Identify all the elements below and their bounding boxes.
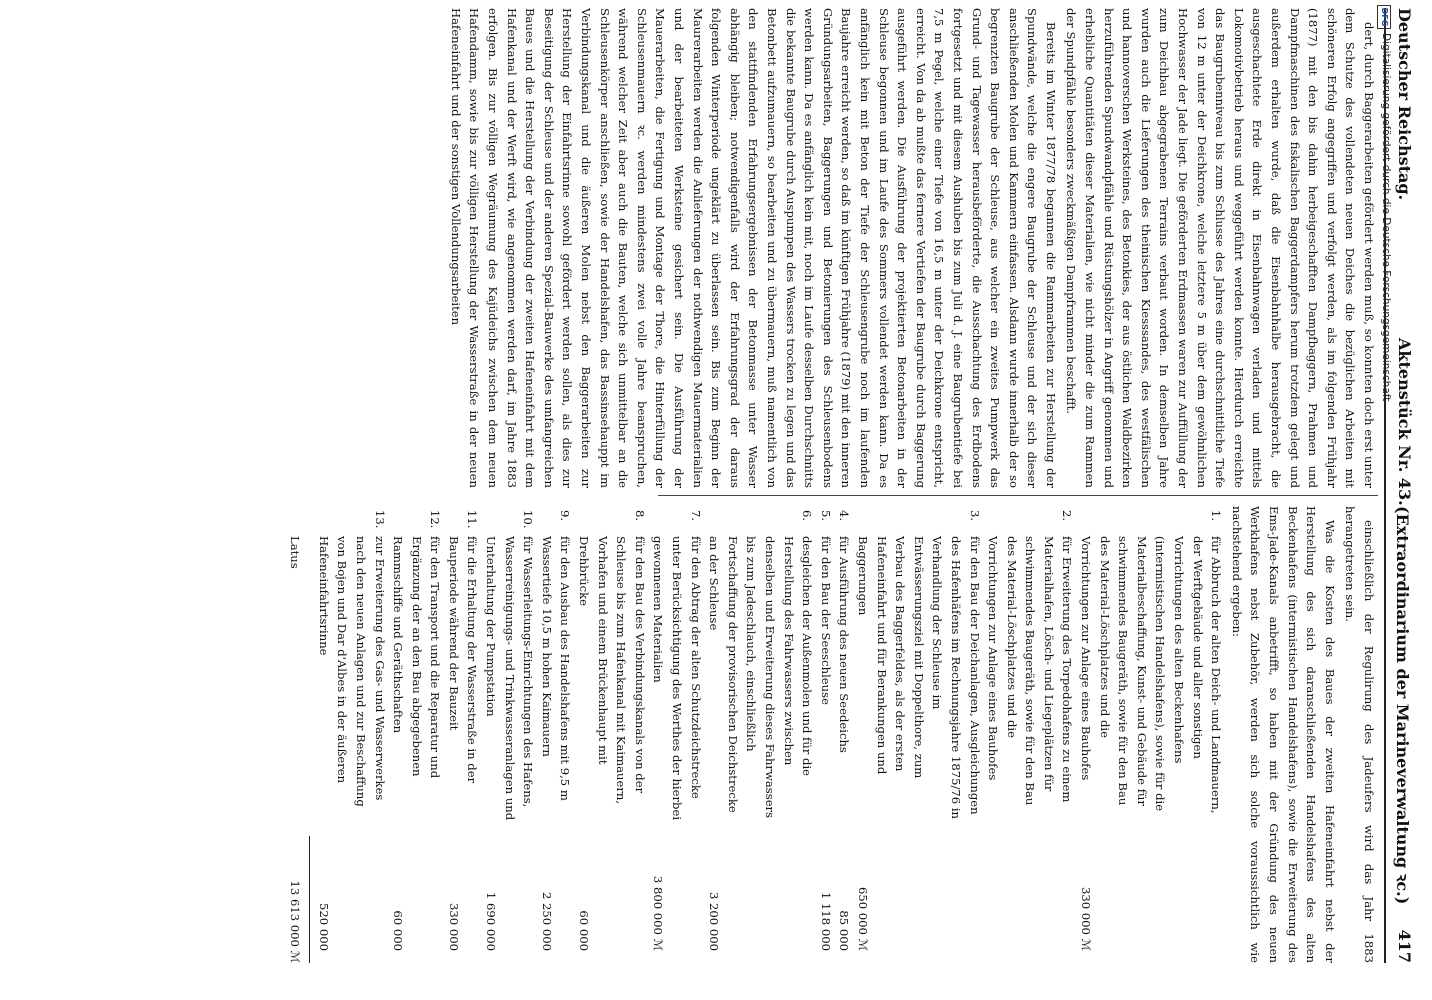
paragraph: einschließlich der Regulirung des Jadeufers wird das Jahr 1883 herangetreten sein. — [1343, 506, 1376, 963]
item-text: für Ausführung des neuen Seedeichs — [837, 536, 852, 753]
cost-item — [314, 506, 388, 963]
item-number: 8. — [632, 510, 647, 522]
cost-item — [984, 506, 1077, 963]
item-number: 13. — [372, 510, 387, 529]
right-column — [278, 506, 1378, 963]
cost-item — [389, 506, 445, 963]
item-amount: 330 000 ℳ — [1079, 886, 1094, 951]
item-amount: 330 000 — [446, 903, 461, 951]
header-left: Deutscher Reichstag. — [1395, 8, 1414, 201]
scanned-page — [120, 8, 1420, 963]
item-text: desgleichen der Außenmolen und für die Herstellung des Fahrwassers zwischen denselben und Erweiterung dieses Fahrwassers bis zum Jadeschlauch, einschließlich Fortschaffung der provisorischen Deichstrecke an der Schleuse — [707, 536, 815, 819]
item-text: für den Bau der Deichanlagen, Ausgleichungen des Hafenhäfens im Rechnungsjahre 1875/76 in Verhandlung der Schleuse im Entwässerungsziel mit Doppelthore, zum Verbau des Baggerfeldes, als der ersten Hafeneinfahrt und für Berankungen und Baggerungen — [855, 536, 982, 819]
cost-item — [444, 506, 481, 963]
paragraph: dert, durch Baggerarbeiten gefördert werden muß, so konnten doch erst unter dem Schutze des vollendeten neuen Deiches die bezüglichen Arbeiten mit schöneren Erfolg angegriffen und verfolgt werden, als im folgenden Frühjahr (1877) mit den bis dahin herbeigeschafften Dampfbaggern, Prahmen und Dampfmaschinen des fiskalischen Baggerdampfers herum trotzdem gelegt und außerdem erhalten wurde, daß die Eisenbahnhalbe herausgebracht, die ausgeschachtete Erde direkt in Eisenbahnwagen verladen und mittels Lokomotivbetrieb heraus und weggeführt werden konnte. Hierdurch erreichte das Baugrubenniveau bis zum Schlusse des Jahres eine durchschnittliche Tiefe von 12 m unter der Deichkrone, welche letztere 5 m über dem gewöhnlichen Hochwasser der Jade liegt. Die geförderten Erdmassen waren zur Auffüllung der zum Deichbau abgegrabenen Terrains verbaut worden. In demselben Jahre wurden auch die Lieferungen des theinischen Kiesssandes, des westfälischen und hannoverschen Werksteines, des Betonkies, der aus östlichen Waldbezirken herzuführenden Spundwandpfähle und Rüstungshölzer in Angriff genommen und erhebliche Quantitäten dieser Materialien, wie nicht minder die zum Rammen der Spundpfähle besonders zweckmäßigen Dampframmen beschafft. — [1064, 8, 1376, 488]
item-text: für den Bau der Seeschleuse — [818, 536, 833, 705]
total-amount: 13 613 000 ℳ — [288, 880, 303, 963]
item-amount: 60 000 — [577, 910, 592, 951]
cost-item — [853, 506, 983, 963]
item-text: für Abbruch der alten Deich- und Landmauern, der Werftgebäude und aller sonstigen Vorrichtungen des alten Beckenhafens (intermistischen Handelshafens), sowie für die Materialbeschaffung, Kunst- und Gebäude für schwimmendes Baugeräth, sowie für den Bau des Material-Löschplatzes und die Vorrichtungen zur Anlage eines Bauhofes — [1079, 536, 1224, 814]
item-number: 1. — [1209, 510, 1224, 522]
item-amount: 1 118 000 — [818, 891, 833, 951]
total-rule — [309, 836, 310, 963]
item-number: 5. — [818, 510, 833, 522]
item-text: für den Transport und die Reparatur und Ergänzung der an den Bau abgegebenen Rammschiffe und Geräthschaften — [391, 536, 443, 779]
item-amount: 1 690 000 — [484, 891, 499, 951]
item-text: zur Erweiterung des Gas- und Wasserwerkes nach den neuen Anlagen und zur Beschaffung von Bojen und Dar d'Albes in der äußeren Hafeneinfahrtsrinne — [316, 536, 387, 807]
page-number: 417 — [1395, 929, 1414, 963]
item-number: 4. — [837, 510, 852, 522]
item-number: 10. — [521, 510, 536, 529]
item-text: für den Bau des Verbindungskanals von der Schleuse bis zum Hafenkanal mit Kaimauern, Vorhafen und einem Brückenhaupt mit Drehbrücke — [577, 536, 647, 805]
paragraph: Was die Kosten des Baues der zweiten Hafeneinfahrt nebst der Herstellung des sich daranschließenden Handelshafens des alten Beckenhafens (intermistischen Handelshafens), sowie die Erweiterung des Ems-Jade-Kanals anbetrifft, so haben mit der Gründung des neuen Werkhafens nebst Zubehör, werden sich solche voraussichtlich wie nachstehend ergeben: — [1229, 506, 1337, 963]
cost-item — [649, 506, 705, 963]
item-text: für den Abtrag der alten Schutzdeichstrecke unter Berücksichtigung des Werthes der hierbei gewonnenen Materialien — [651, 536, 703, 821]
total-row — [278, 506, 310, 963]
header-center: Aktenstück Nr. 43. — [1395, 338, 1414, 506]
cost-item — [1077, 506, 1226, 963]
item-amount: 85 000 — [837, 910, 852, 951]
item-number: 9. — [558, 510, 573, 522]
item-number: 3. — [967, 510, 982, 522]
item-number: 7. — [688, 510, 703, 522]
digitization-credit: Digitalisierung gefördert durch die Deutsche Forschungsgemeinschaft — [1380, 33, 1392, 402]
item-amount: 60 000 — [391, 910, 406, 951]
header-right: (Extraordinarium der Marineverwaltung ꝛc.) — [1393, 506, 1412, 905]
cost-item — [574, 506, 648, 963]
item-text: für die Erhaltung der Wasserstraße in der Bauperiode während der Bauzeit — [446, 536, 480, 784]
item-amount: 3 200 000 — [707, 891, 722, 951]
item-text: für den Ausbau des Handelshafens mit 9,5 m Wassertiefe 10,5 m hohen Kaimauern — [539, 536, 573, 801]
cost-item — [705, 506, 817, 963]
item-amount: 520 000 — [316, 903, 331, 951]
item-number: 2. — [1060, 510, 1075, 522]
digitization-footer — [1362, 5, 1392, 995]
total-label: Latus — [288, 536, 303, 569]
item-amount: 2 250 000 — [539, 891, 554, 951]
cost-item — [537, 506, 574, 963]
cost-item — [816, 506, 835, 963]
item-amount: 3 800 000 ℳ — [651, 875, 666, 951]
dfg-logo-icon: DFG — [1377, 5, 1391, 29]
item-amount: 650 000 ℳ — [855, 886, 870, 951]
column-divider — [658, 495, 1378, 496]
item-text: für Wasserleitungs-Einrichtungen des Hafens, Wasserreinigungs- und Trinkwasseranlagen und Unterhaltung der Pumpstation — [484, 536, 536, 821]
item-number: 11. — [465, 510, 480, 529]
left-column — [444, 8, 1378, 488]
cost-item — [835, 506, 854, 963]
item-number: 6. — [800, 510, 815, 522]
paragraph: Bereits im Winter 1877/78 begannen die Rammarbeiten zur Herstellung der Spundwände, welche die engere Baugrube der Schleuse und der sich dieser anschließenden Molen und Kammern einfassen. Alsdann wurde innerhalb der so begrenzten Baugrube der Schleuse, aus welcher ein zweites Pumpwerk das Grund- und Tagewasser herausbeförderte, die Ausschachtung des Erdbodens fortgesetzt und mit diesem Aushuben bis zum Juli d. J. eine Baugrubentiefe bei 7,5 m Pegel, welche einer Tiefe von 16,5 m unter der Deichkrone entspricht, erreicht. Von da ab mußte das fernere Vertiefen der Baugrube durch Baggerung ausgeführt werden. Die Ausführung der projektierten Betonarbeiten in der Schleuse begonnen und im Laufe des Sommers vollendet werden kann. Da es anfänglich kein mit Beton der Tiefe der Schleusengrube noch im laufenden Baujahre erreicht werden, so daß im künftigen Frühjahre (1879) mit den inneren Gründungsarbeiten, Baggerungen und Betonierungen des Schleusenbodens werden kann. Da es anfänglich kein mit, noch im Laufe desselben Durchschnitts die bekannte Baugrube durch Auspumpen des Wassers trocken zu legen und das Betonbett aufzumauern, so bearbeiten und zu übermauern, muß namentlich von den stattfindenden Erfahrungsergebnissen der Betonmasse unter Wasser abhängig bleiben; notwendigenfalls wird der Erfahrungsgrad der daraus folgenden Winterperiode ungeklärt zu überlassen sein. Bis zum Beginn der Maurerarbeiten werden die Anlieferungen der nothwendigen Mauermaterialien und der bearbeiteten Werksteine gesichert sein. Die Ausführung der Mauerarbeiten, die Fertigung und Montage der Thore, die Hinterfüllung der Schleusenmauern ꝛc. werden mindestens zwei volle Jahre beanspruchen, während welcher Zeit aber auch die Bauten, welche sich unmittelbar an die Schleusenkörper anschließen, sowie der Handelshafen, das Bassinsehauppt im Verbindungskanal und die äußeren Molen nebst den Baggerarbeiten zur Herstellung der Einfahrtsrinne sowohl gefördert werden sollen, als dies zur Beseitigung der Schleuse und der anderen Spezial-Bauwerke des umfangreichen Baues und die Herstellung der Verbindung der zweiten Hafeneinfahrt mit dem Hafenkanal und der Werft wird, wie angenommen werden darf, im Jahre 1883 erfolgen. Bis zur völligen Wegräumung des Kajüdeichs zwischen dem neuen Hafendamm, sowie bis zur völligen Herstellung der Wasserstraße in der neuen Hafeneinfahrt und der sonstigen Vollendungsarbeiten — [448, 8, 1058, 488]
item-text: für Erweiterung des Torpedohafens zu einem Materialhafen, Lösch- und Liegeplätzen für schwimmendes Baugeräth, sowie für den Bau des Material-Löschplatzes und die Vorrichtungen zur Anlage eines Bauhofes — [986, 536, 1075, 806]
cost-item — [482, 506, 538, 963]
item-number: 12. — [428, 510, 443, 529]
